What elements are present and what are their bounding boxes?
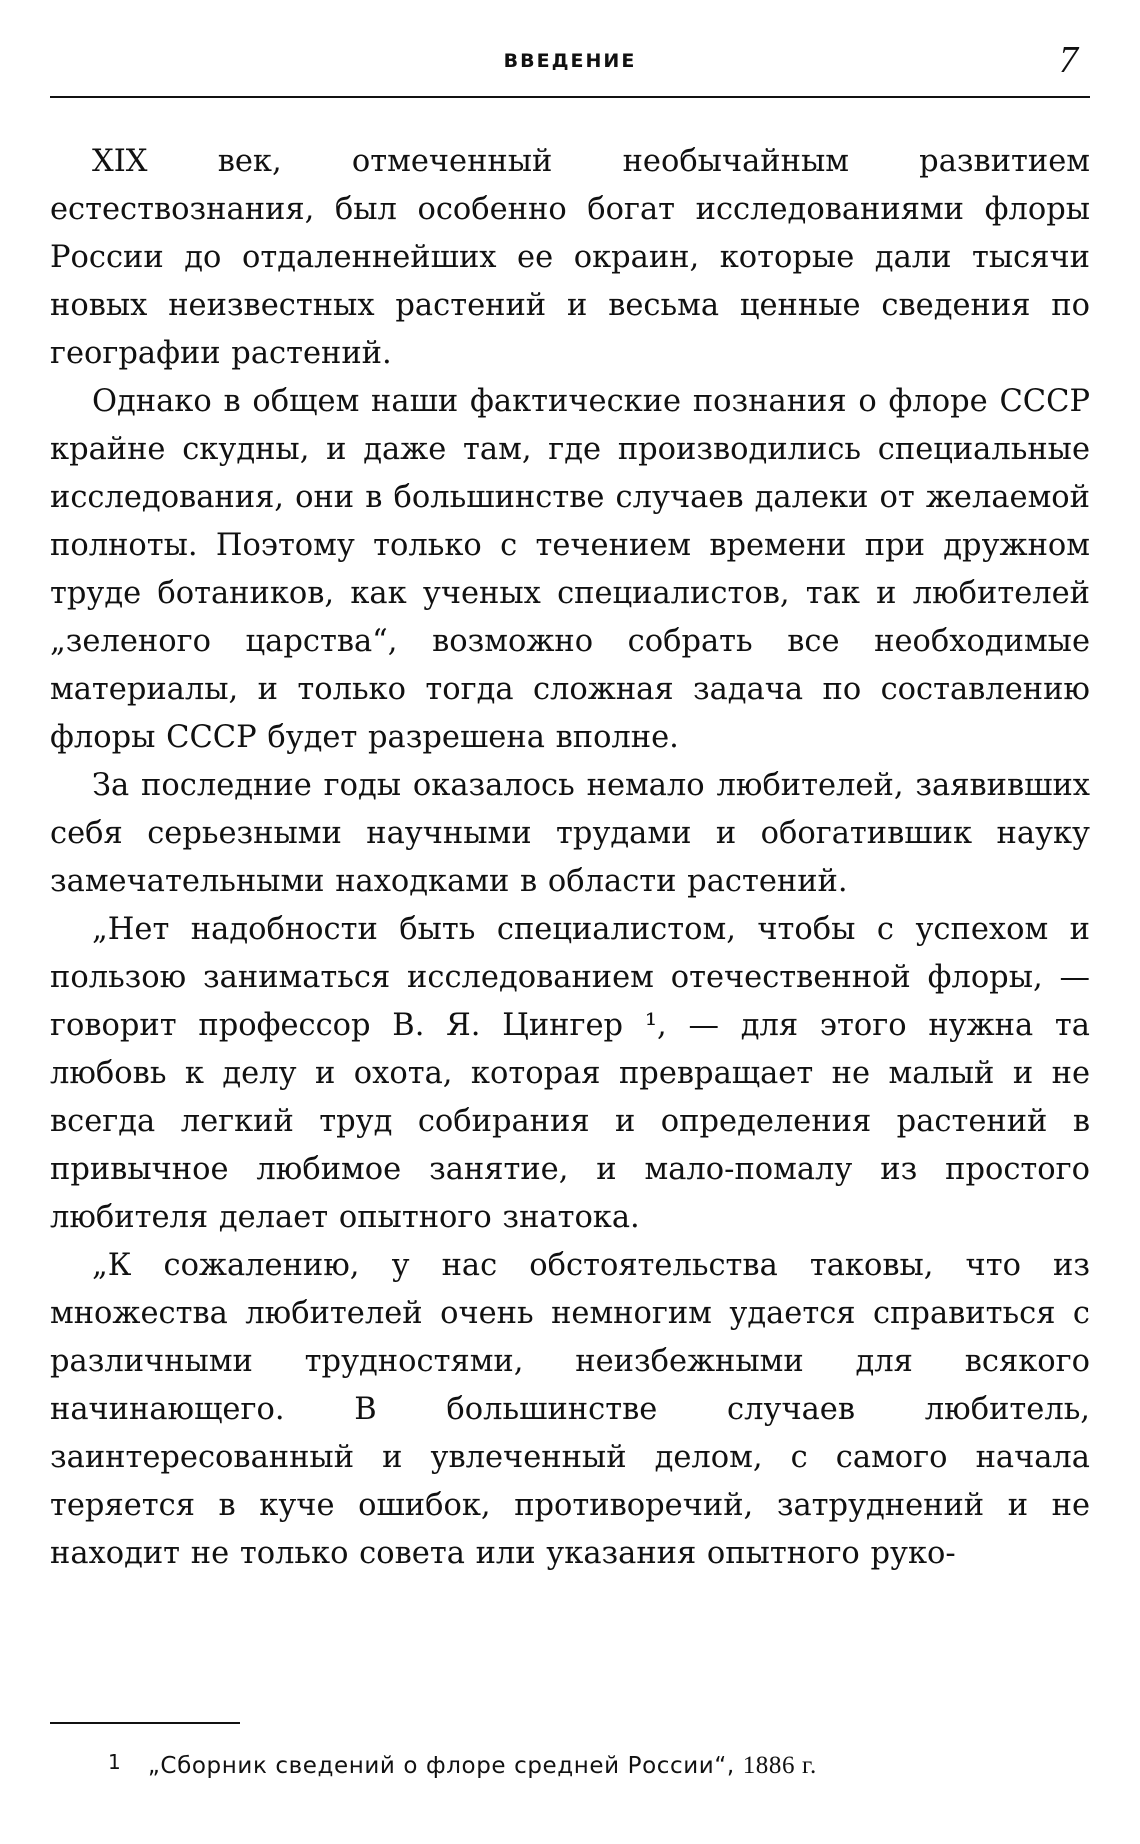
paragraph-5: „К сожалению, у нас обстоятельства таковы, что из множества любителей очень немногим удается справиться с различными трудностями, неизбежными для всякого начинающего. В большинстве случаев любитель, заинтересованный и увлеченный делом, с самого начала теряется в куче ошибок, противоречий, затруднений и не находит не только совета или указания опытного руко- bbox=[50, 1248, 1090, 1571]
header-rule bbox=[50, 96, 1090, 98]
footnote-marker: 1 bbox=[108, 1750, 122, 1774]
footnote-rule bbox=[50, 1722, 240, 1724]
body-text bbox=[50, 138, 1090, 1578]
chapter-title: ВВЕДЕНИЕ bbox=[503, 50, 637, 72]
paragraph-2: Однако в общем наши фактические познания о флоре СССР крайне скудны, и даже там, где производились специальные исследования, они в большинстве случаев далеки от желаемой полноты. Поэтому только с течением времени при дружном труде ботаников, как ученых специалистов, так и любителей „зеленого царства“, возможно собрать все необходимые материалы, и только тогда сложная задача по составлению флоры СССР будет разрешена вполне. bbox=[50, 384, 1090, 755]
footnote-text: „Сборник сведений о флоре средней России“, bbox=[147, 1753, 735, 1779]
paragraph-1: XIX век, отмеченный необычайным развитием естествознания, был особенно богат исследованиями флоры России до отдаленнейших ее окраин, которые дали тысячи новых неизвестных растений и весьма ценные сведения по географии растений. bbox=[50, 144, 1090, 371]
footnote bbox=[50, 1745, 1090, 1783]
paragraph-3: За последние годы оказалось немало любителей, заявивших себя серьезными научными трудами и обогатившик науку замечательными находками в области растений. bbox=[50, 768, 1090, 899]
running-head bbox=[50, 38, 1090, 98]
footnote-year: 1886 г. bbox=[742, 1752, 817, 1779]
page-number: 7 bbox=[1059, 39, 1078, 81]
paragraph-4: „Нет надобности быть специалистом, чтобы с успехом и пользою заниматься исследованием отечественной флоры, — говорит профессор В. Я. Цингер ¹, — для этого нужна та любовь к делу и охота, которая превращает не малый и не всегда легкий труд собирания и определения растений в привычное любимое занятие, и мало-помалу из простого любителя делает опытного знатока. bbox=[50, 912, 1090, 1235]
